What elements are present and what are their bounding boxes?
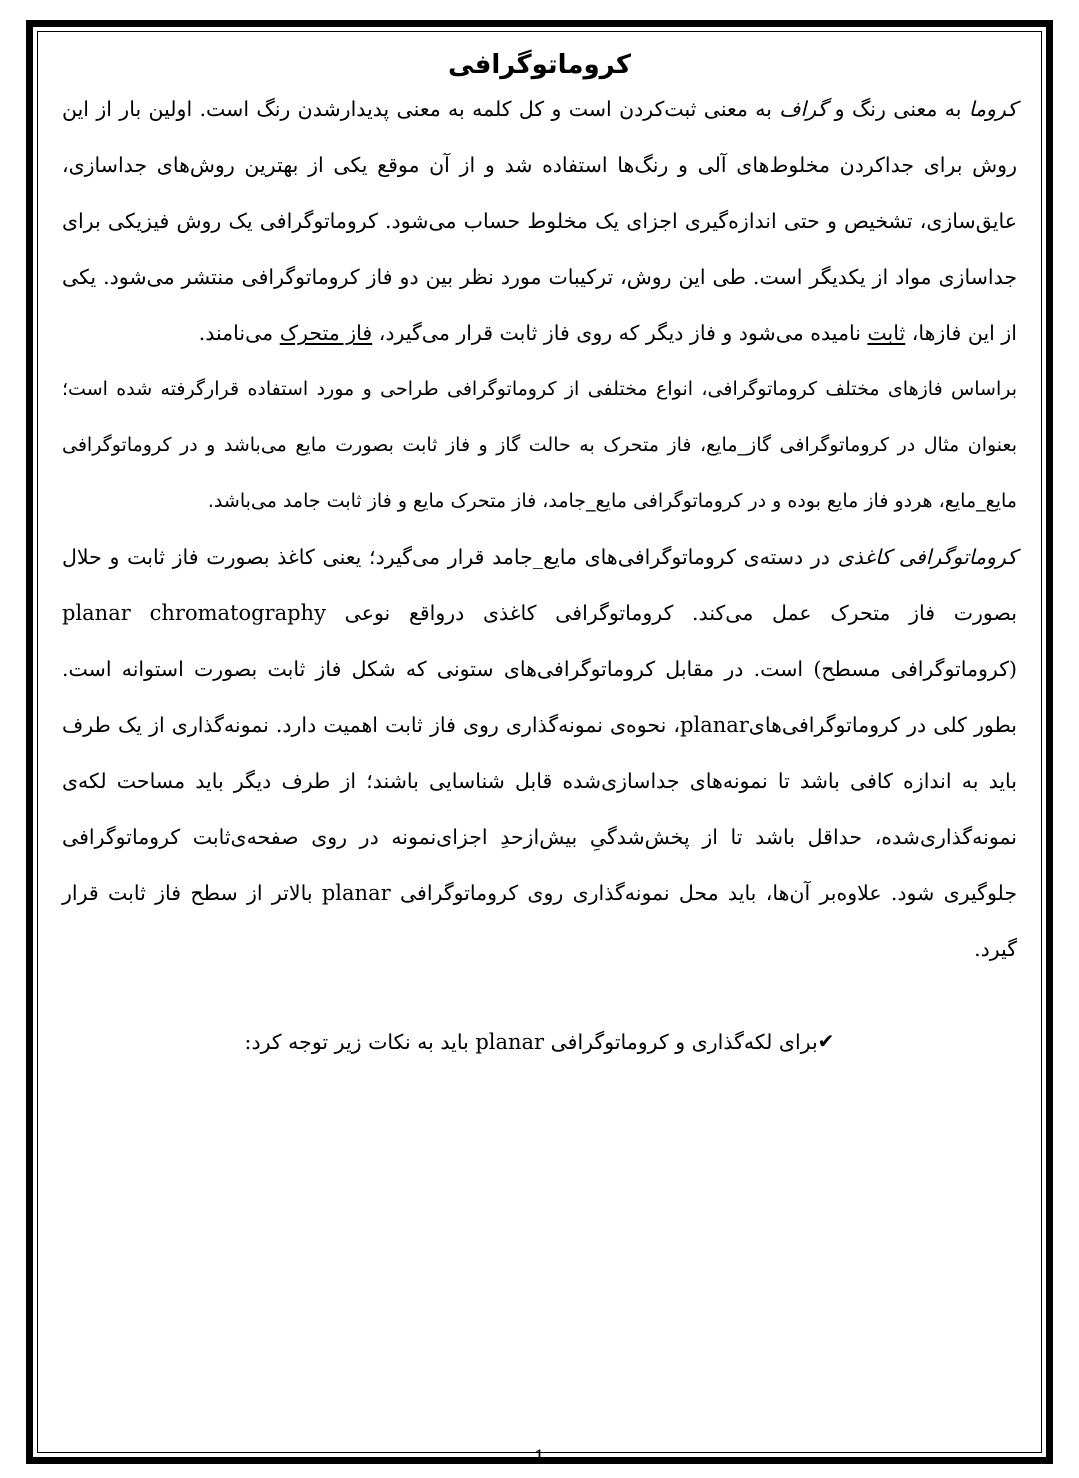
term-mobile-phase-underlined: فاز متحرک: [279, 321, 373, 346]
bullet-text-after: باید به نکات زیر توجه کرد:: [244, 1030, 476, 1055]
term-planar-latin-3: planar: [475, 1030, 545, 1055]
page-number: 1: [533, 1447, 546, 1468]
document-body: [62, 34, 1017, 1424]
p3-text-b: (کروماتوگرافی مسطح) است. در مقابل کروماتوگرافی‌های ستونی که شکل فاز ثابت بصورت استوانه است. بطور کلی در کروماتوگرافی‌های: [62, 657, 1017, 738]
p3-text-a: در دسته‌ی کروماتوگرافی‌های مایع_جامد قرار می‌گیرد؛ یعنی کاغذ بصورت فاز ثابت و حلال بصورت فاز متحرک عمل می‌کند. کروماتوگرافی کاغذی درواقع نوعی: [62, 545, 1017, 626]
term-stationary-phase-underlined: ثابت: [867, 321, 906, 346]
p1-text-c: نامیده می‌شود و فاز دیگر که روی فاز ثابت قرار می‌گیرد،: [372, 321, 868, 346]
paragraph-paper-chromatography: [62, 529, 1017, 977]
p1-text-a: به معنی رنگ و: [827, 97, 969, 122]
term-chroma: کروما: [968, 97, 1017, 122]
check-icon: ✔: [817, 1029, 835, 1054]
term-planar-chromatography-latin: planar chromatography: [62, 601, 326, 626]
term-planar-latin-2: planar: [321, 881, 391, 906]
checkmark-bullet-line: [62, 1013, 1017, 1070]
p1-text-d: می‌نامند.: [198, 321, 280, 346]
paragraph-phase-types: براساس فازهای مختلف کروماتوگرافی، انواع مختلفی از کروماتوگرافی طراحی و مورد استفاده قرارگرفته شده است؛ بعنوان مثال در کروماتوگرافی گاز_مایع، فاز متحرک به حالت گاز و فاز ثابت بصورت مایع می‌باشد و در کروماتوگرافی مایع_مایع، هردو فاز مایع بوده و در کروماتوگرافی مایع_جامد، فاز متحرک مایع و فاز ثابت جامد می‌باشد.: [62, 378, 1017, 513]
p1-text-b: به معنی ثبت‌کردن است و کل کلمه به معنی پدیدارشدن رنگ است. اولین بار از این روش برای جداکردن مخلوط‌های آلی و رنگ‌ها استفاده شد و از آن موقع یکی از بهترین روش‌های جداسازی، عایق‌سازی، تشخیص و حتی اندازه‌گیری اجزای یک مخلوط حساب می‌شود. کروماتوگرافی یک روش فیزیکی برای جداسازی مواد از یکدیگر است. طی این روش، ترکیبات مورد نظر بین دو فاز کروماتوگرافی منتشر می‌شود. یکی از این فازها،: [62, 97, 1017, 346]
bullet-text-before: برای لکه‌گذاری و کروماتوگرافی: [544, 1030, 818, 1055]
p3-text-d: بالاتر از سطح فاز ثابت قرار گیرد.: [62, 881, 1017, 962]
term-planar-latin-1: planar: [680, 713, 749, 738]
term-paper-chromatography: کروماتوگرافی کاغذی: [837, 545, 1017, 570]
paragraph-definition: [62, 81, 1017, 361]
page-title: کروماتوگرافی: [448, 50, 631, 80]
p3-text-c: ، نحوه‌ی نمونه‌گذاری روی فاز ثابت اهمیت دارد. نمونه‌گذاری از یک طرف باید به اندازه کافی باشد تا نمونه‌های جداسازی‌شده قابل شناسایی باشند؛ از طرف دیگر باید مساحت لکه‌ی نمونه‌گذاری‌شده، حداقل باشد تا از پخش‌شدگیِ بیش‌ازحدِ اجزای‌نمونه در روی صفحه‌ی‌ثابت کروماتوگرافی جلوگیری شود. علاوه‌بر آن‌ها، باید محل نمونه‌گذاری روی کروماتوگرافی: [62, 713, 1017, 906]
term-graph: گراف: [779, 97, 828, 122]
